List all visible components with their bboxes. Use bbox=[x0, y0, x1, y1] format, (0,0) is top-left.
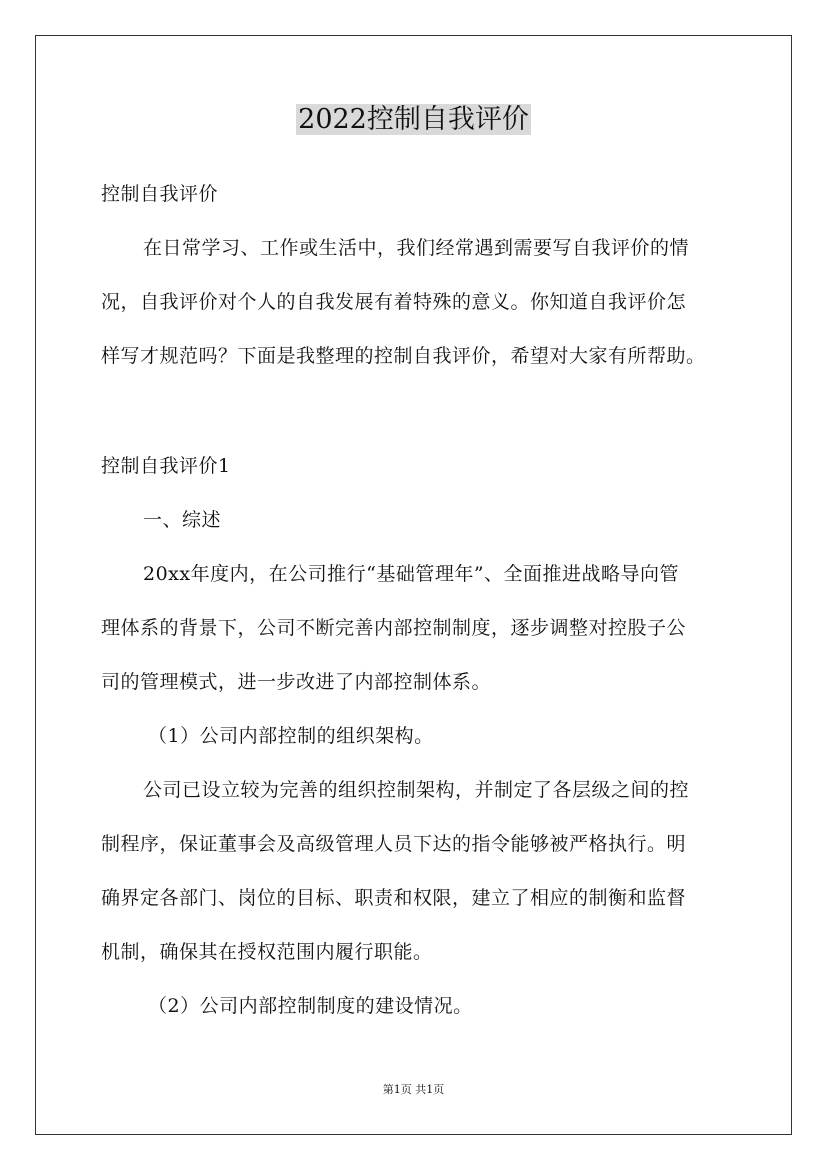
subsection-heading: 一、综述 bbox=[143, 509, 222, 531]
item1-line-2: 制程序，保证董事会及高级管理人员下达的指令能够被严格执行。明 bbox=[101, 833, 687, 855]
overview-line-1: 20xx年度内，在公司推行“基础管理年”、全面推进战略导向管 bbox=[143, 563, 680, 585]
item1-line-1: 公司已设立较为完善的组织控制架构，并制定了各层级之间的控 bbox=[143, 779, 690, 801]
item1-line-4: 机制，确保其在授权范围内履行职能。 bbox=[101, 941, 433, 963]
overview-line-3: 司的管理模式，进一步改进了内部控制体系。 bbox=[101, 671, 492, 693]
item1-line-3: 确界定各部门、岗位的目标、职责和权限，建立了相应的制衡和监督 bbox=[101, 887, 687, 909]
item2-heading: （2）公司内部控制制度的建设情况。 bbox=[148, 995, 473, 1017]
item1-heading: （1）公司内部控制的组织架构。 bbox=[148, 725, 434, 747]
overview-line-2: 理体系的背景下，公司不断完善内部控制制度，逐步调整对控股子公 bbox=[101, 617, 687, 639]
intro-line-3: 样写才规范吗？下面是我整理的控制自我评价，希望对大家有所帮助。 bbox=[101, 345, 706, 367]
section-heading: 控制自我评价1 bbox=[101, 455, 231, 477]
intro-line-1: 在日常学习、工作或生活中，我们经常遇到需要写自我评价的情 bbox=[143, 237, 690, 259]
intro-line-2: 况，自我评价对个人的自我发展有着特殊的意义。你知道自我评价怎 bbox=[101, 291, 687, 313]
subtitle: 控制自我评价 bbox=[101, 183, 219, 205]
page-number: 第1页 共1页 bbox=[382, 1083, 445, 1096]
document-title: 2022控制自我评价 bbox=[298, 104, 529, 135]
